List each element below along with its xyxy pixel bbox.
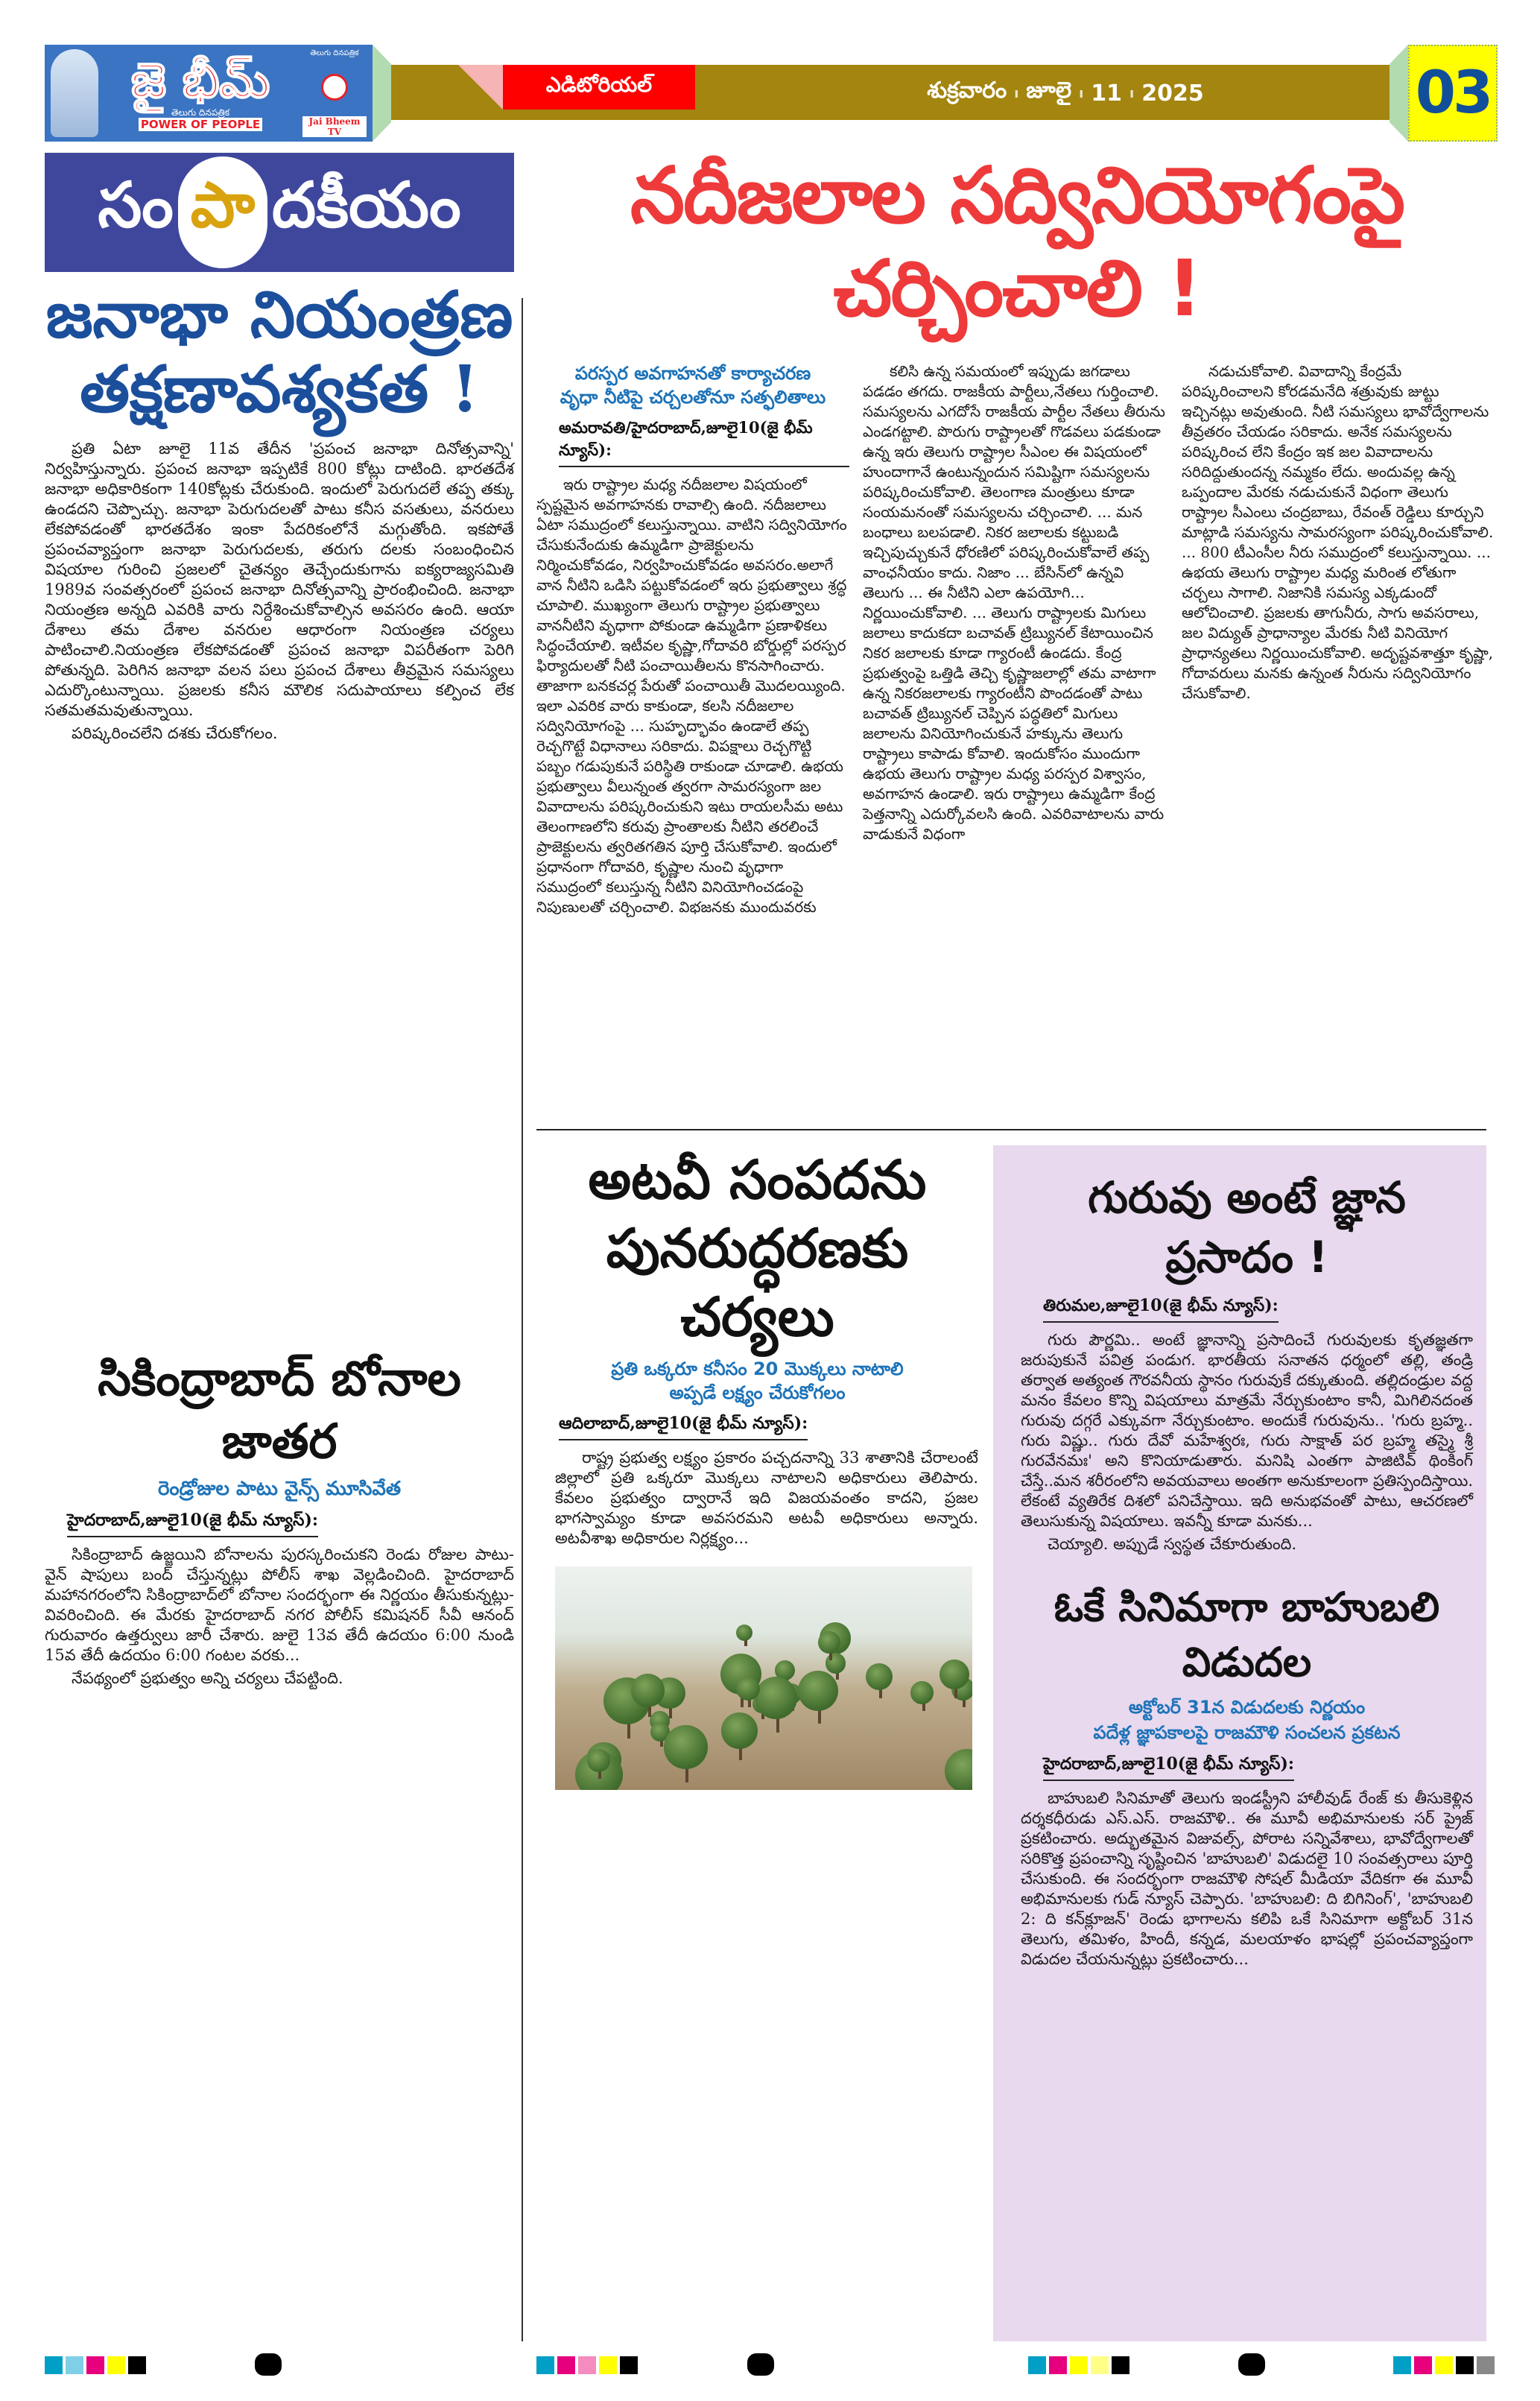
bahubali-subheadline [1021,1695,1473,1745]
kicker-line: పరస్పర అవగాహనతో కార్యాచరణ [574,363,811,384]
headline-line: జనాభా నియంత్రణ [45,277,513,352]
tree [721,1712,758,1749]
kicker-line: వృధా నీటిపై చర్చలతోనూ సత్ఫలితాలు [560,387,826,408]
forest-subheadline [536,1357,978,1405]
date-day: 11 [1091,80,1123,107]
secunderabad-subheadline: రెండ్రోజుల పాటు వైన్స్ మూసివేత [157,1478,402,1500]
tree [866,1663,893,1690]
river-column-2 [863,361,1168,1107]
secunderabad-body [45,1545,514,1692]
logo-brand: జై భీమ్ [130,54,270,109]
tree [736,1677,760,1701]
paragraph-closing: నేపథ్యంలో ప్రభుత్వం అన్ని చర్యలు చేపట్టింది. [72,1669,343,1687]
section-label: ఎడిటోరియల్ [503,65,695,110]
bar-ornament-right [1390,45,1408,142]
headline-line: అటవీ సంపదను [588,1148,927,1211]
tree [818,1631,840,1654]
forest-body [536,1448,978,1551]
left-column [45,45,514,1692]
secunderabad-headline: సికింద్రాబాద్ బోనాల జాతర [98,1352,461,1470]
dateline: తిరుమల,జూలై10(జై భీమ్ న్యూస్): [1043,1294,1278,1323]
river-article [536,361,1498,1107]
registration-mark [255,2353,282,2376]
river-column-3 [1182,361,1498,1107]
banner-right: దకీయం [271,168,461,241]
color-bar [536,2356,638,2374]
banner-left: సం [98,168,174,241]
dateline: ఆదిలాబాద్,జూలై10(జై భీమ్ న్యూస్): [559,1412,808,1440]
dateline: అమరావతి/హైదరాబాద్,జూలై10(జై భీమ్ న్యూస్): [559,417,849,467]
paragraph: ఇరు రాష్ట్రాల మధ్య నదీజలాల విషయంలో స్పష్టమైన అవగాహనకు రావాల్సి ఉంది. నదీజలాలు ఏటా సముద్రంలో కలుస్తున్నాయి. వాటిని సద్వినియోగం చేసుకునేందుకు ఉమ్మడిగా ప్రాజెక్టులను నిర్మించుకోవడం, నిర్వహించుకోవడం అవసరం.అలాగే వాన నీటిని ఒడిసి పట్టుకోవడంలో ఇరు ప్రభుత్వాలు శ్రద్ధ చూపాలి. ముఖ్యంగా తెలుగు రాష్ట్రాల ప్రభుత్వాలు వాననీటిని వృధాగా పోకుండా ఉమ్మడిగా ప్రణాళికలు సిద్ధంచేయాలి. ఇటీవల కృష్ణా,గోదావరి బోర్డుల్లో పరస్పర ఫిర్యాదులతో నీటి పంచాయితీలను కొనసాగించారు. తాజాగా బనకచర్ల పేరుతో పంచాయితీ మొదలయ్యింది. ఇలా ఎవరిక వారు కాకుండా, కలసి నదీజలాల సద్వినియోగంపై ... సుహృద్భావం ఉండాలే తప్ప రెచ్చగొట్టే విధానాలు సరికాదు. విపక్షాలు రెచ్చగొట్టి పబ్బం గడుపుకునే పరిస్థితి రాకుండా చూడాలి. ఉభయ ప్రభుత్వాలు వీలున్నంత త్వరగా సామరస్యంగా జల వివాదాలను పరిష్కరించుకుని ఇటు రాయలసీమ అటు తెలంగాణలోని కరువు ప్రాంతాలకు నీటిని తరలించే ప్రాజెక్టులను త్వరితగతిన పూర్తి చేసుకోవాలి. ఇందులో ప్రధానంగా గోదావరి, కృష్ణాల నుంచి వృధాగా సముద్రంలో కలుస్తున్న నీటిని వినియోగించడంపై నిపుణులతో చర్చించాలి. విభజనకు ముందువరకు [536,475,847,916]
date-separator: ı [1079,85,1084,101]
subheadline-line: అప్పడే లక్ష్యం చేరుకోగలం [669,1382,846,1403]
dateline: హైదరాబాద్,జూలై10(జై భీమ్ న్యూస్): [1043,1753,1294,1781]
color-bar [1028,2356,1129,2374]
banner-middle: పా [178,156,267,268]
tree [736,1625,752,1641]
paragraph: గురు పౌర్ణమి.. అంటే జ్ఞానాన్ని ప్రసాదించే గురువులకు కృతజ్ఞతగా జరుపుకునే పవిత్ర పండుగ. భారతీయ సనాతన ధర్మంలో తల్లి, తండ్రి తర్వాత అత్యంత గౌరవనీయ స్థానం గురువుకే దక్కుతుంది. తల్లిదండ్రుల వద్ద మనం కేవలం కొన్ని విషయాలు మాత్రమే నేర్చుకుంటాం కానీ, మిగిలినదంత గురువు దగ్గరే ఎక్కువగా నేర్చుకుంటాం. అందుకే గురువును.. 'గురు బ్రహ్మ.. గురు విష్ణు.. గురు దేవో మహేశ్వరః, గురు సాక్షాత్ పర బ్రహ్మ తస్మై శ్రీ గురవేనమః' అని కొనియాడుతారు. మనిషి ఎంతగా పాజిటివ్ థింకింగ్ చేస్తే..మన శరీరంలోని అవయవాలు అంతగా అనుకూలంగా ప్రతిస్పందిస్తాయి. లేకంటే వ్యతిరేక దిశలో పనిచేస్తాయి. ఇది అనుభవంతో పాటు, ఆచరణలో తెలుసుకున్న విషయాలు. ఇవన్నీ కూడా మనకు... [1021,1331,1473,1530]
date-separator: ı [1014,85,1019,101]
paragraph-closing: చెయ్యాలి. అప్పుడే స్వస్థత చేకూరుతుంది. [1048,1535,1297,1553]
paragraph: ప్రతి ఏటా జూలై 11వ తేదీన 'ప్రపంచ జనాభా దినోత్సవాన్ని' నిర్వహిస్తున్నారు. ప్రపంచ జనాభా ఇప్పటికే 800 కోట్లు దాటింది. భారతదేశ జనాభా అధికారికంగా 140కోట్లకు చేరుకుంది. ఇందులో పెరుగుదలే తప్ప తక్కు ఉండదని చెప్పొచ్చు. జనాభా పెరుగుదలతో పాటు కనీస వసతులు, వనరులు లేకపోవడంతో భారతదేశం ఇంకా పేదరికంలోనే మగ్గుతోంది. ఇకపోతే ప్రపంచవ్యాప్తంగా జనాభా పెరుగుదలకు, తరుగు దలకు సంబంధించిన విషయాల గురించి ప్రజలలో చైతన్యం తెచ్చేందుకుగాను ఐక్యరాజ్యసమితి 1989వ సంవత్సరంలో ప్రపంచ జనాభా దినోత్సవాన్ని ప్రారంభించింది. జనాభా నియంత్రణ అన్నది ఎవరికి వారు నిర్దేశించుకోవాల్సిన అవసరం ఉంది. ఆయా దేశాలు తమ దేశాల వనరుల ఆధారంగా నియంత్రణ చర్యలు పాటించాలి.నియంత్రణ లేకపోవడంతో ప్రపంచ జనాభా విపరీతంగా పెరిగి పోతున్నది. పెరిగిన జనాభా వలన పలు ప్రపంచ దేశాలు తీవ్రమైన సమస్యలు ఎదుర్కొంటున్నాయి. ప్రజలకు కనీస మౌలిక సదుపాయాలు కల్పించ లేక సతమతమవుతున్నాయి. [45,440,514,719]
paragraph: నడుచుకోవాలి. వివాదాన్ని కేంద్రమే పరిష్కరించాలని కోరడమనేది శత్రువుకు జుట్టు ఇచ్చినట్లు అవుతుంది. నీటి సమస్యలు భావోద్వేగాలను తీవ్రతరం చేయడం సరికాదు. అనేక సమస్యలను పరిష్కరించ లేని కేంద్రం ఇక జల వివాదాలను సరిదిద్దుతుందన్న నమ్మకం లేదు. అందువల్ల ఉన్న ఒప్పందాల మేరకు నడుచుకునే విధంగా తెలుగు రాష్ట్రాల సీఎంలు చంద్రబాబు, రేవంత్ రెడ్డిలు కూర్చుని మాట్లాడి సమస్యను సామరస్యంగా పరిష్కరించుకోవాలి. ... 800 టీఎంసీల నీరు సముద్రంలో కలుస్తున్నాయి. ... ఉభయ తెలుగు రాష్ట్రాల మధ్య మరింత లోతుగా చర్చలు సాగాలి. నిజానికి సమస్య ఎక్కడుందో ఆలోచించాలి. ప్రజలకు తాగునీరు, సాగు అవసరాలు, జల విద్యుత్ ప్రాధాన్యాల మేరకు నీటి వినియోగ ప్రాధాన్యతలు నిర్ణయించుకోవాలి. అదృష్టవశాత్తూ కృష్ణా, గోదావరులు మనకు ఉన్నంత నీరును సద్వినియోగం చేసుకోవాలి. [1182,362,1494,702]
river-column-1 [536,361,849,1107]
paragraph-closing: పరిష్కరించలేని దశకు చేరుకోగలం. [72,724,278,742]
issue-date [745,71,1386,116]
logo-subtag: తెలుగు దినపత్రిక [171,107,230,118]
main-headline: నదీజలాల సద్వినియోగంపై చర్చించాలి ! [630,150,1404,334]
subheadline-line: పదేళ్ల జ్ఞాపకాలపై రాజమౌళి సంచలన ప్రకటన [1093,1722,1401,1743]
paragraph: సికింద్రాబాద్ ఉజ్జయిని బోనాలను పురస్కరించుకని రెండు రోజుల పాటు- వైన్ షాపులు బంద్ చేస్తున్నట్లు పోలీస్ శాఖ వెల్లడించింది. హైదరాబాద్ మహానగరంలోని సికింద్రాబాద్‌లో బోనాల సందర్భంగా ఈ నిర్ణయం తీసుకున్నట్లు- వివరించింది. ఈ మేరకు హైదరాబాద్ నగర పోలీస్ కమిషనర్ సీవీ ఆనంద్ గురువారం ఉత్తర్వులు జారీ చేశారు. జులై 13వ తేదీ ఉదయం 6:00 నుండి 15వ తేదీ ఉదయం 6:00 గంటల వరకు... [45,1546,514,1664]
logo-wordmark [104,49,297,137]
tree [798,1671,838,1711]
registration-mark [747,2353,774,2376]
headline-line: పునరుద్ధరణకు చర్యలు [606,1217,909,1348]
lower-stories [536,1145,1498,2341]
right-area [536,145,1498,2341]
color-bar [1393,2356,1495,2374]
color-bar [45,2356,146,2374]
bahubali-headline: ఓకే సినిమాగా బాహుబలి విడుదల [1053,1584,1440,1686]
tree [910,1681,934,1704]
portrait-icon [51,49,98,137]
newspaper-logo [45,45,373,142]
paragraph: బాహుబలి సినిమాతో తెలుగు ఇండస్ట్రీని హాలీవుడ్ రేంజ్ కు తీసుకెళ్లిన దర్శకధీరుడు ఎస్.ఎస్. రాజమౌళి.. ఈ మూవీ అభిమానులకు సర్ ప్రైజ్ ప్రకటించారు. అద్భుతమైన విజువల్స్, పోరాట సన్నివేశాలు, భావోద్వేగాలతో సరికొత్త ప్రపంచాన్ని సృష్టించిన 'బాహుబలి' విడుదలై 10 సంవత్సరాలు పూర్తి చేసుకుంది. ఈ సందర్భంగా రాజమౌళి సోషల్ మీడియా వేదికగా ఈ మూవీ అభిమానులకు గుడ్ న్యూస్ చెప్పారు. 'బాహుబలి: ది బిగినింగ్', 'బాహుబలి 2: ది కన్‌క్లూజన్' రెండు భాగాలను కలిపి ఒకే సినిమాగా అక్టోబర్ 31న తెలుగు, తమిళం, హిందీ, కన్నడ, మలయాళం భాషల్లో ప్రపంచవ్యాప్తంగా విడుదల చేయనున్నట్లు ప్రకటించారు... [1021,1789,1473,1968]
tree [939,1660,969,1689]
guru-body [1021,1330,1473,1557]
headline-line: తక్షణావశ్యకత ! [80,352,479,427]
forest-headline [536,1145,978,1351]
page-number: 03 [1408,45,1498,142]
editorial-banner [45,153,514,272]
dateline: హైదరాబాద్,జూలై10(జై భీమ్ న్యూస్): [67,1509,318,1537]
forest-plantation-photo [555,1566,972,1790]
date-month: జూలై [1026,77,1072,104]
logo-tagline: తెలుగు దినపత్రిక [310,49,359,57]
logo-tv-block [302,49,367,137]
subheadline-line: అక్టోబర్ 31న విడుదలకు నిర్ణయం [1128,1697,1366,1718]
population-headline [45,278,514,427]
registration-mark [1238,2353,1265,2376]
tree [945,1749,972,1790]
tree [664,1725,708,1769]
paragraph: కలిసి ఉన్న సమయంలో ఇప్పుడు జగడాలు పడడం తగదు. రాజకీయ పార్టీలు,నేతలు గుర్తించాలి. సమస్యలను ఎగదోసే రాజకీయ పార్టీల నేతలు తీరును ఎండగట్టాలి. పొరుగు రాష్ట్రాలతో గొడవలు పడకుండా ఉన్న ఇరు తెలుగు రాష్ట్రాల సీఎంల ఈ విషయంలో హుందాగానే ఉంటున్నందున సమిష్టిగా సమస్యలను పరిష్కరించుకోవాలి. తెలంగాణ మంత్రులు కూడా సంయమనంతో సమస్యలను చర్చించాలి. ... మన బంధాలు బలపడాలి. నికర జలాలకు కట్టుబడి ఇచ్చిపుచ్చుకునే ధోరణిలో పరిష్కరించుకోవాలే తప్ప వాంఛనీయం కాదు. నిజాం ... బేసిన్‌లో ఉన్నవి తెలుగు ... ఈ నీటిని ఎలా ఉపయోగి... నిర్ణయించుకోవాలి. ... తెలుగు రాష్ట్రాలకు మిగులు జలాలు కాదుకదా బచావత్ ట్రిబ్యునల్ కేటాయించిన నికర జలాలకు కూడా గ్యారంటీ ఉండదు. కేంద్ర ప్రభుత్వంపై ఒత్తిడి తెచ్చి కృష్ణాజలాల్లో తమ వాటాగా ఉన్న నికరజలాలకు గ్యారంటీని పొందడంతో పాటు బచావత్ ట్రిబ్యునల్ చెప్పిన పద్ధతిలో మిగులు జలాలను వినియోగించుకునే హక్కును తెలుగు రాష్ట్రాలు కాపాడు కోవాలి. ఇందుకోసం ముందుగా ఉభయ తెలుగు రాష్ట్రాల మధ్య పరస్పర విశ్వాసం, అవగాహన ఉండాలి. ఇరు రాష్ట్రాలు ఉమ్మడిగా కేంద్ర పెత్తనాన్ని ఎదుర్కోవలసి ఉంది. ఎవరివాటాలను వారు వాడుకునే విధంగా [863,362,1165,843]
river-kicker [536,361,849,409]
paragraph: రాష్ట్ర ప్రభుత్వ లక్ష్యం ప్రకారం పచ్చదనాన్ని 33 శాతానికి చేరాలంటే జిల్లాలో ప్రతి ఒక్కరూ మొక్కలు నాటాలని అధికారులు తెలిపారు. కేవలం ప్రభుత్వం ద్వారానే ఇది విజయవంతం కాదని, ప్రజల భాగస్వామ్యం కూడా అవసరమని అటవీ అధికారులు అన్నారు. అటవీశాఖ అధికారుల నిర్లక్ష్యం... [555,1449,978,1547]
section-divider [536,1129,1486,1130]
tree [587,1749,610,1772]
date-weekday: శుక్రవారం [927,77,1007,104]
tv-logo-icon [321,74,348,101]
river-column-1-text [536,475,849,920]
guru-headline: గురువు అంటే జ్ఞాన ప్రసాదం ! [1088,1172,1406,1282]
date-year: 2025 [1141,80,1204,107]
feature-box [993,1145,1486,2341]
tv-label: Jai Bheem TV [302,116,367,137]
bahubali-body [1021,1788,1473,1973]
population-body [45,439,514,1333]
subheadline-line: ప్రతి ఒక్కరూ కనీసం 20 మొక్కలు నాటాలి [611,1358,904,1379]
date-separator: ı [1129,85,1135,101]
forest-article [536,1145,978,1790]
tree [631,1674,665,1707]
tree [755,1677,798,1720]
logo-slogan: POWER OF PEOPLE [139,118,262,131]
column-divider [522,298,523,2341]
